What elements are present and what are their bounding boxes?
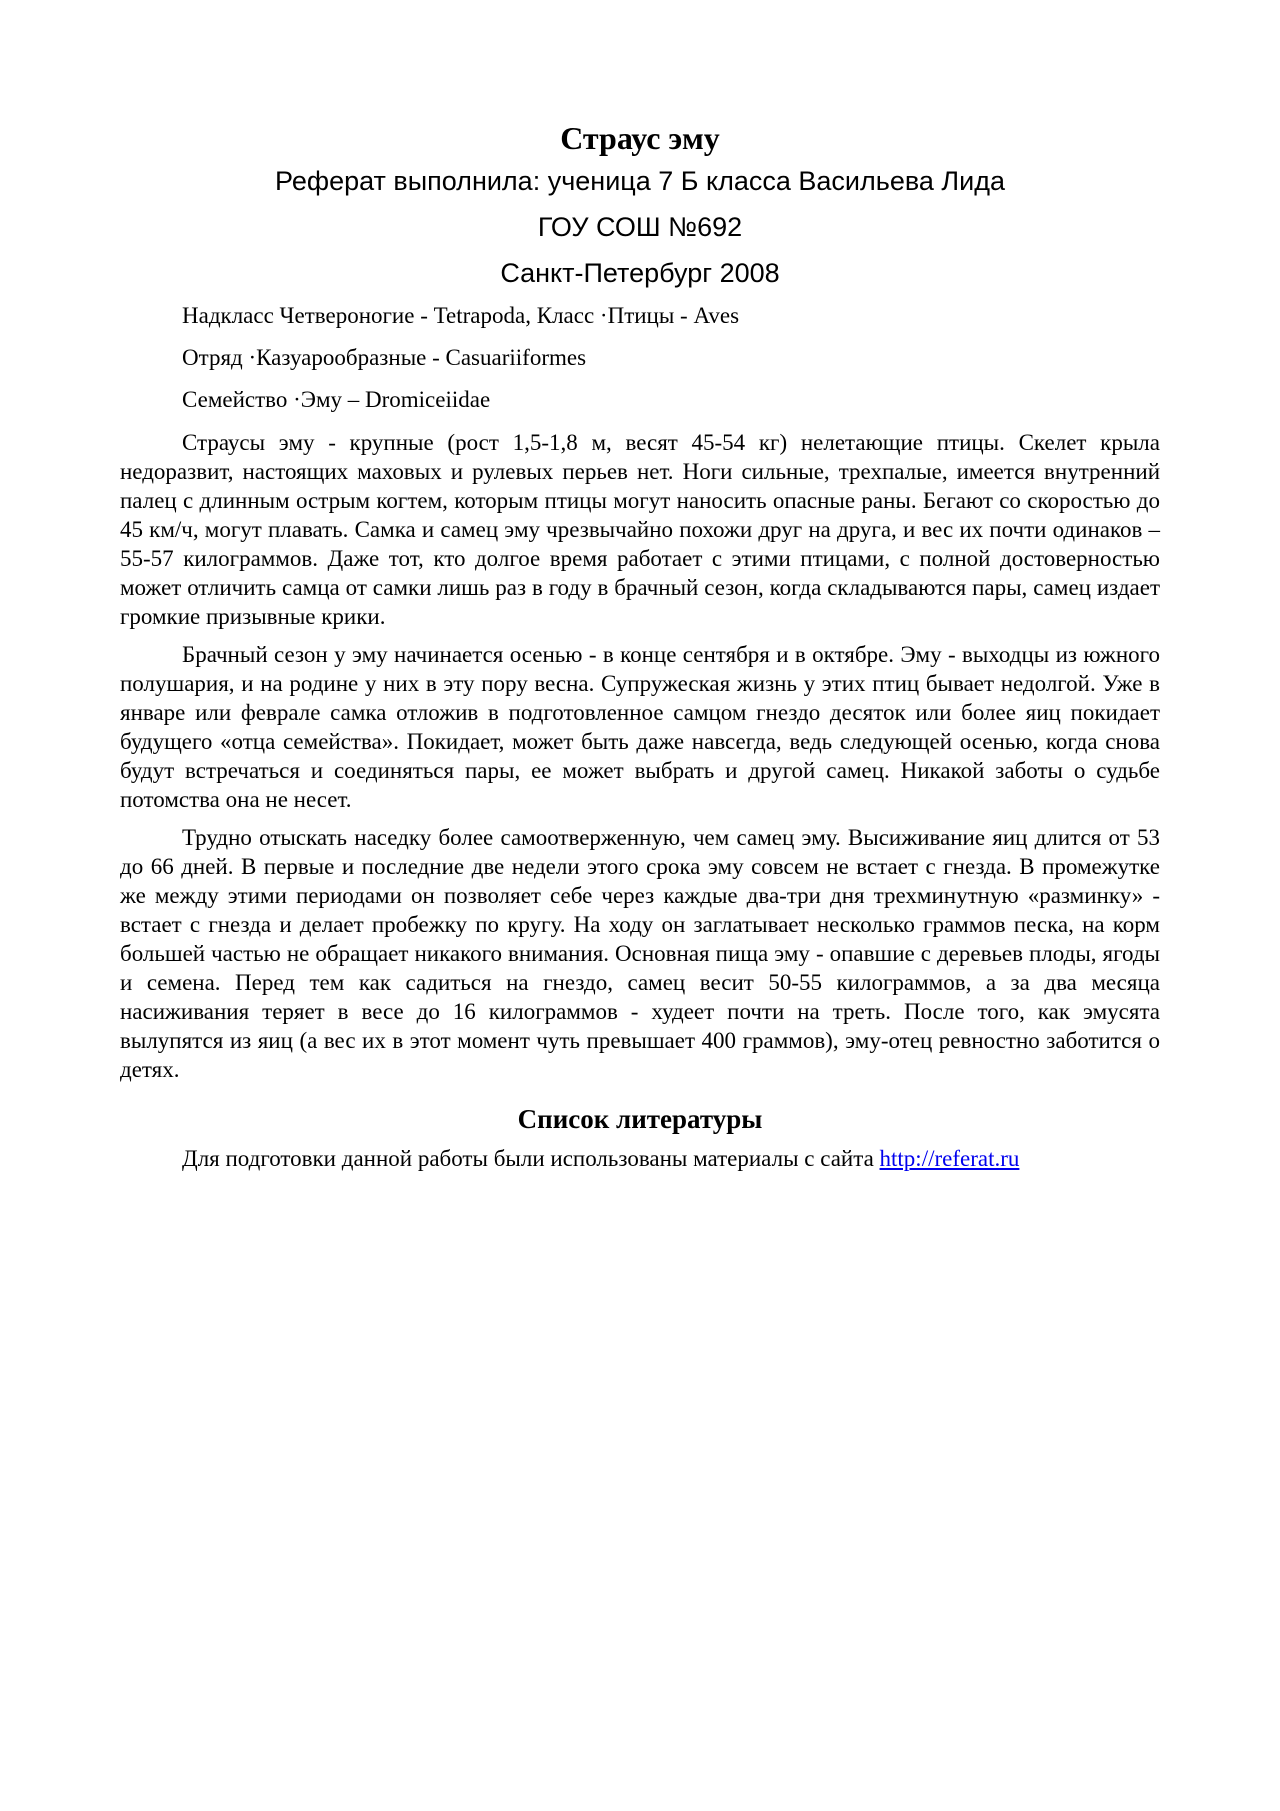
references-text: Для подготовки данной работы были использованы материалы с сайта <box>182 1146 880 1171</box>
document-title: Страус эму <box>560 120 720 156</box>
taxonomy-superclass-class: Надкласс Четвероногие - Tetrapoda, Класс ·Птицы - Aves <box>182 303 740 328</box>
referat-link[interactable]: http://referat.ru <box>879 1146 1020 1171</box>
body-paragraph-3: Трудно отыскать наседку более самоотверженную, чем самец эму. Высиживание яиц длится от 53 до 66 дней. В первые и последние две недели этого срока эму совсем не встает с гнезда. В промежутке же между этими периодами он позволяет себе через каждые два-три дня трехминутную «разминку» - встает с гнезда и делает пробежку по кругу. На ходу он заглатывает несколько граммов песка, на корм большей частью не обращает никакого внимания. Основная пища эму - опавшие с деревьев плоды, ягоды и семена. Перед тем как садиться на гнездо, самец весит 50-55 килограммов, а за два месяца насиживания теряет в весе до 16 килограммов - худеет почти на треть. После того, как эмусята вылупятся из яиц (а вес их в этот момент чуть превышает 400 граммов), эму-отец ревностно заботится о детях. <box>120 825 1160 1082</box>
taxonomy-order: Отряд ·Казуарообразные - Casuariiformes <box>182 345 587 370</box>
body-paragraph-1: Страусы эму - крупные (рост 1,5-1,8 м, весят 45-54 кг) нелетающие птицы. Скелет крыла недоразвит, настоящих маховых и рулевых перьев нет. Ноги сильные, трехпалые, имеется внутренний палец с длинным острым когтем, которым птицы могут наносить опасные раны. Бегают со скоростью до 45 км/ч, могут плавать. Самка и самец эму чрезвычайно похожи друг на друга, и вес их почти одинаков – 55-57 килограммов. Даже тот, кто долгое время работает с этими птицами, с полной достоверностью может отличить самца от самки лишь раз в году в брачный сезон, когда складываются пары, самец издает громкие призывные крики. <box>120 430 1160 629</box>
references-heading: Список литературы <box>517 1104 763 1134</box>
taxonomy-family: Семейство ·Эму – Dromiceiidae <box>182 387 491 412</box>
body-paragraph-2: Брачный сезон у эму начинается осенью - в конце сентября и в октябре. Эму - выходцы из южного полушария, и на родине у них в эту пору весна. Супружеская жизнь у этих птиц бывает недолгой. Уже в январе или феврале самка отложив в подготовленное самцом гнездо десяток или более яиц покидает будущего «отца семейства». Покидает, может быть даже навсегда, ведь следующей осенью, когда снова будут встречаться и соединяться пары, ее может выбрать и другой самец. Никакой заботы о судьбе потомства она не несет. <box>120 642 1160 812</box>
author-line: Реферат выполнила: ученица 7 Б класса Васильева Лида <box>275 166 1005 196</box>
school-line: ГОУ СОШ №692 <box>537 212 743 242</box>
city-line: Санкт-Петербург 2008 <box>500 258 780 288</box>
references-paragraph <box>120 1144 1160 1173</box>
document-page <box>120 118 1160 1173</box>
